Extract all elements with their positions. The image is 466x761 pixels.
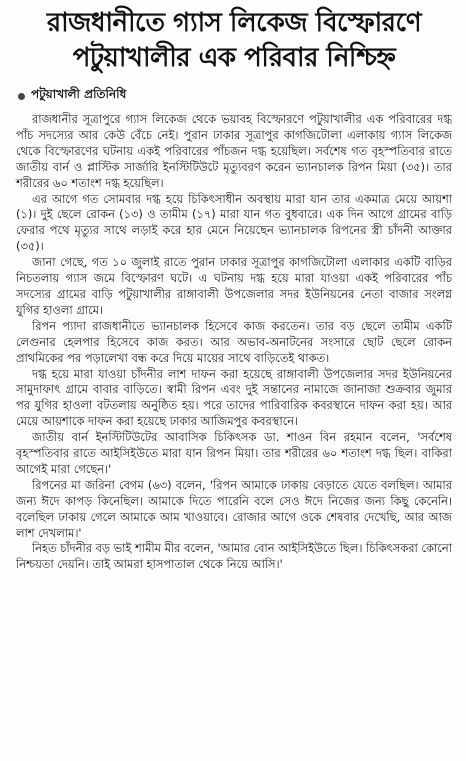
headline-line-1: রাজধানীতে গ্যাস লিকেজ বিস্ফোরণে bbox=[46, 8, 422, 38]
byline-text: পটুয়াখালী প্রতিনিধি bbox=[31, 87, 127, 101]
paragraph-8: নিহত চাঁদনীর বড় ভাই শামীম মীর বলেন, 'আমার বোন আইসিইউতে ছিল। চিকিৎসকরা কোনো নিশ্চয়তা দেয়নি। তাই আমরা হাসপাতাল থেকে নিয়ে আসি।' bbox=[16, 541, 452, 572]
byline bbox=[18, 86, 452, 106]
bullet-icon bbox=[18, 93, 25, 100]
paragraph-2: এর আগে গত সোমবার দগ্ধ হয়ে চিকিৎসাধীন অবস্থায় মারা যান তার একমাত্র মেয়ে আয়শা (১)। দুই ছেলে রোকন (১৩) ও তামীম (১৭) মারা যান গত বুধবারে। এক দিন আগে গ্রামের বাড়ি ফেরার পথে মৃত্যুর সাথে লড়াই করে হার মেনে নিয়েছেন ভ্যানচালক রিপনের স্ত্রী চাঁদনী আক্তার (৩৫)। bbox=[16, 191, 452, 254]
headline bbox=[16, 6, 452, 76]
paragraph-7: রিপনের মা জরিনা বেগম (৬৩) বলেন, 'রিপন আমাকে ঢাকায় বেড়াতে যেতে বলছিল। আমার জন্য ঈদে কাপড় কিনেছিল। আমাকে দিতে পারেনি বলে সেও ঈদে নিজের জন্য কিছু কেনেনি। বলেছিল ঢাকায় গেলে আমাকে আম খাওয়াবে। রোজার আগে ওকে শেষবার দেখেছি, আর আজ লাশ দেখলাম।' bbox=[16, 477, 452, 540]
paragraph-6: জাতীয় বার্ন ইনস্টিটিউটের আবাসিক চিকিৎসক ডা. শাওন বিন রহমান বলেন, 'সর্বশেষ বৃহস্পতিবার রাতে আইসিইউতে মারা যান রিপন মিয়া। তার শরীরের ৬০ শতাংশ দগ্ধ ছিল। বাকিরা আগেই মারা গেছেন।' bbox=[16, 430, 452, 476]
paragraph-3: জানা গেছে, গত ১০ জুলাই রাতে পুরান ঢাকার সূত্রাপুর কাগজিটোলা এলাকার একটি বাড়ির নিচতলায় গ্যাস জমে বিস্ফোরণ ঘটে। এ ঘটনায় দগ্ধ হয়ে মারা যাওয়া একই পরিবারের পাঁচ সদস্যের গ্রামের বাড়ি পটুয়াখালীর রাঙ্গাবালী উপজেলার সদর ইউনিয়নের নেতা বাজার সংলগ্ন যুগির হাওলা গ্রামে। bbox=[16, 255, 452, 317]
article-body bbox=[16, 112, 452, 573]
paragraph-5: দগ্ধ হয়ে মারা যাওয়া চাঁদনীর লাশ দাফন করা হয়েছে রাঙ্গাবালী উপজেলার সদর ইউনিয়নের সামুদাফাৎ গ্রামে বাবার বাড়িতে। স্বামী রিপন এবং দুই সন্তানের নামাজে জানাজা শুক্রবার জুমার পর যুগির হাওলা বটতলায় অনুষ্ঠিত হয়। পরে তাদের পারিবারিক কবরস্থানে দাফন করা হয়। আর মেয়ে আয়শাকে দাফন করা হয়েছে ঢাকার আজিমপুর কবরস্থানে। bbox=[16, 366, 452, 429]
paragraph-1: রাজধানীর সূত্রাপুরে গ্যাস লিকেজ থেকে ভয়াবহ বিস্ফোরণে পটুয়াখালীর এক পরিবারের দগ্ধ পাঁচ সদস্যের আর কেউ বেঁচে নেই। পুরান ঢাকার সূত্রাপুর কাগজিটোলা এলাকায় গ্যাস লিকেজ থেকে বিস্ফোরণের ঘটনায় একই পরিবারের পাঁচজন দগ্ধ হয়েছিল। সর্বশেষ গত বৃহস্পতিবার রাতে জাতীয় বার্ন ও প্লাস্টিক সার্জারি ইনস্টিটিউটে মৃত্যুবরণ করেন ভ্যানচালক রিপন মিয়া (৩৫)। তার শরীরের ৬০ শতাংশ দগ্ধ হয়েছিল। bbox=[16, 112, 452, 190]
headline-line-2: পটুয়াখালীর এক পরিবার নিশ্চিহ্ন bbox=[72, 43, 396, 73]
paragraph-4: রিপন প্যাদা রাজধানীতে ভ্যানচালক হিসেবে কাজ করতেন। তার বড় ছেলে তামীম একটি লেগুনার হেলপার হিসেবে কাজ করত। আর অভাব-অনাটনের সংসারে ছোট ছেলে রোকন প্রাথমিকের পর পড়ালেখা বন্ধ করে দিয়ে মায়ের সাথে বাড়িতেই থাকত। bbox=[16, 318, 452, 365]
